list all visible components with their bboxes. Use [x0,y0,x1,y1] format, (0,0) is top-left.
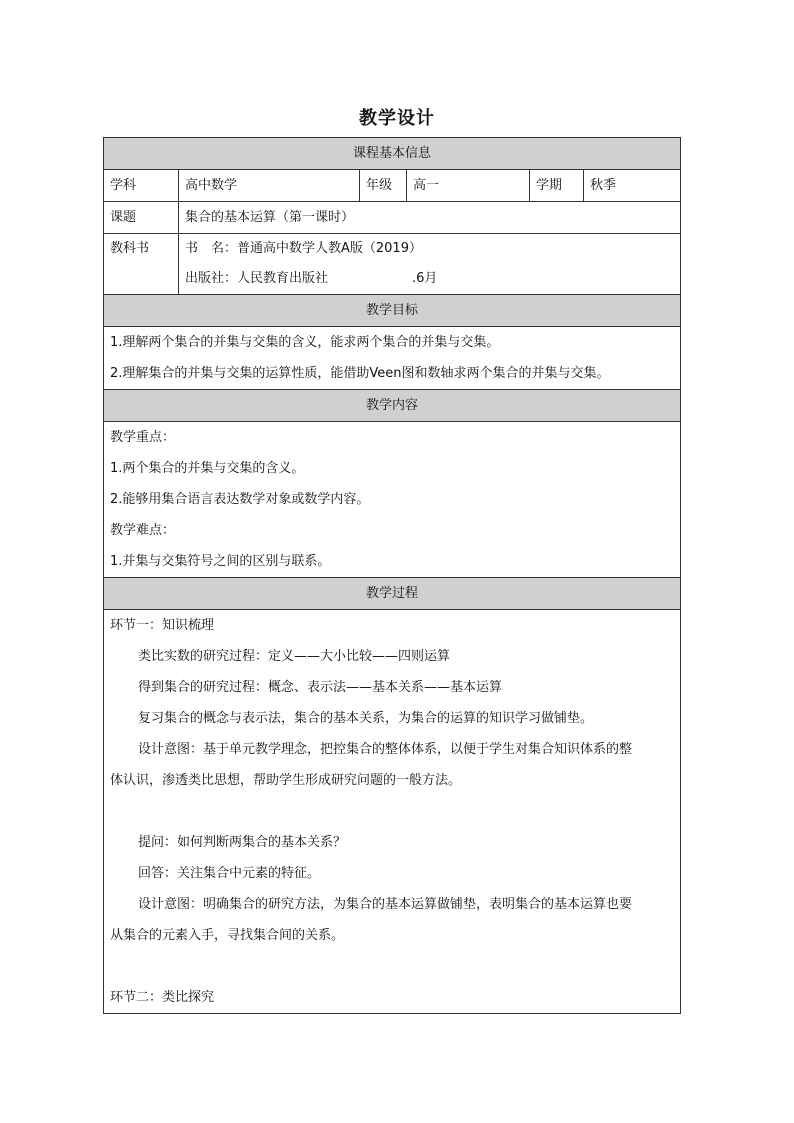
textbook-info [179,234,681,295]
lesson-plan-table [103,137,681,1014]
section-objectives: 教学目标 [104,295,681,327]
section-process: 教学过程 [104,578,681,610]
difficulty-item: 1.并集与交集符号之间的区别与联系。 [110,554,331,569]
objective-item: 2.理解集合的并集与交集的运算性质，能借助Veen图和数轴求两个集合的并集与交集。 [110,366,610,381]
blank-line [110,951,674,982]
grade-value: 高一 [407,170,530,202]
grade-label: 年级 [360,170,407,202]
term-label: 学期 [530,170,584,202]
publisher: 出版社：人民教育出版社 [185,271,329,286]
section-basic-info: 课程基本信息 [104,138,681,170]
term-value: 秋季 [584,170,681,202]
key-point-item: 2.能够用集合语言表达数学对象或数学内容。 [110,492,370,507]
subject-value: 高中数学 [179,170,360,202]
process-line: 类比实数的研究过程：定义——大小比较——四则运算 [138,649,451,664]
key-point-item: 1.两个集合的并集与交集的含义。 [110,461,305,476]
difficulties-label: 教学难点： [110,523,176,538]
objective-item: 1.理解两个集合的并集与交集的含义，能求两个集合的并集与交集。 [110,335,500,350]
design-intent-1b: 体认识，渗透类比思想，帮助学生形成研究问题的一般方法。 [110,773,462,788]
textbook-label: 教科书 [104,234,179,295]
textbook-name: 书 名：普通高中数学人教A版（2019） [185,241,422,256]
step1-title: 环节一：知识梳理 [110,618,215,633]
process-line: 复习集合的概念与表示法，集合的基本关系，为集合的运算的知识学习做铺垫。 [138,711,594,726]
design-intent-1a: 设计意图：基于单元教学理念，把控集合的整体体系，以便于学生对集合知识体系的整 [138,742,633,757]
process-cell [104,610,681,1014]
publish-month: .6月 [412,271,438,286]
question-line: 提问：如何判断两集合的基本关系？ [138,835,347,850]
content-cell [104,422,681,578]
subject-label: 学科 [104,170,179,202]
document-title: 教学设计 [359,108,435,129]
objectives-cell [104,327,681,390]
blank-line [110,796,674,827]
design-intent-2b: 从集合的元素入手，寻找集合间的关系。 [110,928,345,943]
step2-title: 环节二：类比探究 [110,990,215,1005]
key-points-label: 教学重点： [110,430,176,445]
answer-line: 回答：关注集合中元素的特征。 [138,866,321,881]
design-intent-2a: 设计意图：明确集合的研究方法，为集合的基本运算做铺垫，表明集合的基本运算也要 [138,897,633,912]
section-content: 教学内容 [104,390,681,422]
publisher-line [179,264,680,294]
process-line: 得到集合的研究过程：概念、表示法——基本关系——基本运算 [138,680,503,695]
topic-label: 课题 [104,202,179,234]
topic-value: 集合的基本运算（第一课时） [179,202,681,234]
